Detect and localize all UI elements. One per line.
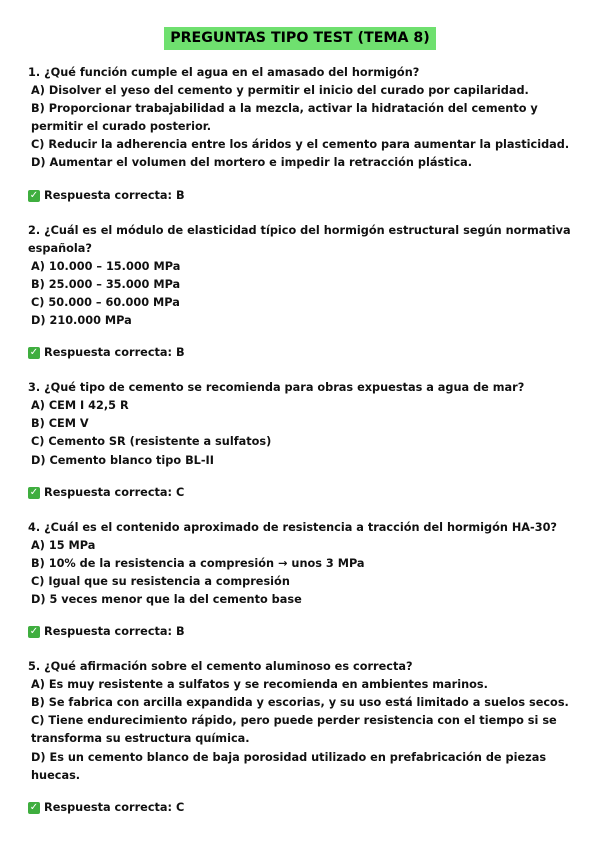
option-d: D) 210.000 MPa [31,314,132,328]
question-text: 2. ¿Cuál es el módulo de elasticidad típico del hormigón estructural según normativa española? [28,223,571,255]
option-b: B) Proporcionar trabajabilidad a la mezcla, activar la hidratación del cemento y permitir el curado posterior. [31,102,538,134]
answer-text: Respuesta correcta: B [44,188,185,202]
option-c: C) Tiene endurecimiento rápido, pero puede perder resistencia con el tiempo si se transforma su estructura química. [31,714,557,746]
option-a: A) CEM I 42,5 R [31,399,129,413]
answer-text: Respuesta correcta: C [44,485,185,499]
question-text: 4. ¿Cuál es el contenido aproximado de resistencia a tracción del hormigón HA-30? [28,520,557,534]
option-c: C) Reducir la adherencia entre los áridos y el cemento para aumentar la plasticidad. [31,138,570,152]
correct-answer [28,484,576,502]
option-c: C) 50.000 – 60.000 MPa [31,295,180,309]
questions-list [28,64,576,834]
title-wrap [0,27,600,50]
option-a: A) Es muy resistente a sulfatos y se recomienda en ambientes marinos. [31,678,488,692]
check-mark-icon: ✓ [29,347,39,359]
option-c: C) Igual que su resistencia a compresión [31,574,290,588]
question-block-3 [28,379,576,501]
option-a: A) 15 MPa [31,538,96,552]
option-d: D) Es un cemento blanco de baja porosidad utilizado en prefabricación de piezas huecas. [31,750,547,782]
check-mark-icon: ✓ [29,626,39,638]
correct-answer [28,187,576,205]
answer-text: Respuesta correcta: B [44,625,185,639]
correct-answer [28,799,576,817]
question-text: 3. ¿Qué tipo de cemento se recomienda para obras expuestas a agua de mar? [28,381,525,395]
correct-answer [28,344,576,362]
check-mark-icon: ✓ [29,189,39,201]
option-b: B) Se fabrica con arcilla expandida y escorias, y su uso está limitado a suelos secos. [31,696,569,710]
option-a: A) 10.000 – 15.000 MPa [31,259,181,273]
option-b: B) CEM V [31,417,89,431]
answer-text: Respuesta correcta: B [44,346,185,360]
question-block-1 [28,64,576,205]
option-d: D) Aumentar el volumen del mortero e impedir la retracción plástica. [31,156,473,170]
answer-text: Respuesta correcta: C [44,800,185,814]
check-mark-icon: ✓ [29,801,39,813]
check-mark-icon: ✓ [29,486,39,498]
option-c: C) Cemento SR (resistente a sulfatos) [31,435,272,449]
question-block-5 [28,658,576,817]
question-text: 1. ¿Qué función cumple el agua en el amasado del hormigón? [28,66,420,79]
option-a: A) Disolver el yeso del cemento y permitir el inicio del curado por capilaridad. [31,84,529,98]
option-d: D) 5 veces menor que la del cemento base [31,592,302,606]
question-text: 5. ¿Qué afirmación sobre el cemento aluminoso es correcta? [28,660,413,674]
option-b: B) 10% de la resistencia a compresión → unos 3 MPa [31,556,365,570]
page-title: PREGUNTAS TIPO TEST (TEMA 8) [164,27,436,50]
correct-answer [28,623,576,641]
question-block-4 [28,519,576,641]
option-b: B) 25.000 – 35.000 MPa [31,277,181,291]
question-block-2 [28,222,576,363]
option-d: D) Cemento blanco tipo BL-II [31,453,214,467]
